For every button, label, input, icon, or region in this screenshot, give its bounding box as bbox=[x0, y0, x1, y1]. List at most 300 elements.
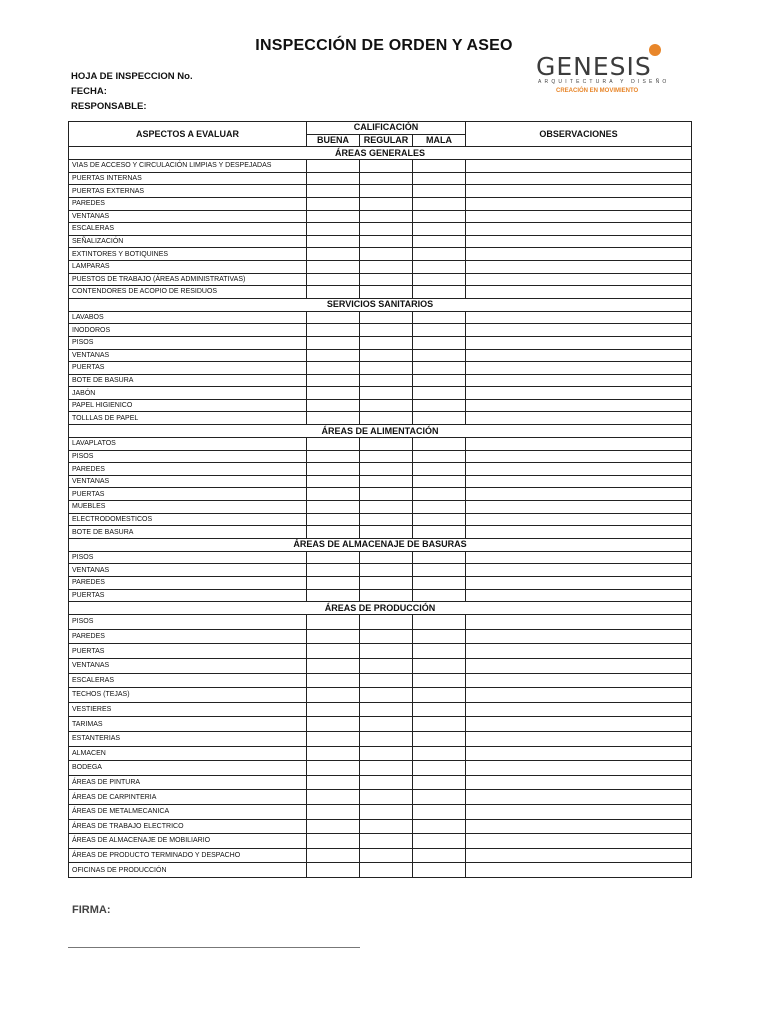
aspect-label: VENTANAS bbox=[69, 475, 307, 488]
calificacion-header: CALIFICACIÓN bbox=[307, 122, 466, 135]
table-row bbox=[69, 577, 692, 590]
regular-cell[interactable] bbox=[360, 731, 413, 746]
buena-cell[interactable] bbox=[307, 551, 360, 564]
aspect-label: VENTANAS bbox=[69, 658, 307, 673]
mala-cell[interactable] bbox=[413, 160, 466, 173]
mala-cell[interactable] bbox=[413, 210, 466, 223]
aspect-label: ÁREAS DE ALMACENAJE DE MOBILIARIO bbox=[69, 834, 307, 849]
mala-cell[interactable] bbox=[413, 577, 466, 590]
buena-cell[interactable] bbox=[307, 577, 360, 590]
aspect-label: PAREDES bbox=[69, 463, 307, 476]
observaciones-cell[interactable] bbox=[466, 210, 692, 223]
buena-cell[interactable] bbox=[307, 248, 360, 261]
observaciones-cell[interactable] bbox=[466, 717, 692, 732]
observaciones-cell[interactable] bbox=[466, 513, 692, 526]
observaciones-cell[interactable] bbox=[466, 450, 692, 463]
aspect-label: INODOROS bbox=[69, 324, 307, 337]
aspect-label: PISOS bbox=[69, 615, 307, 630]
observaciones-cell[interactable] bbox=[466, 412, 692, 425]
signature-line bbox=[68, 947, 360, 948]
document-title: INSPECCIÓN DE ORDEN Y ASEO bbox=[255, 37, 513, 54]
aspect-label: BOTE DE BASURA bbox=[69, 374, 307, 387]
table-row bbox=[69, 488, 692, 501]
aspect-label: PISOS bbox=[69, 336, 307, 349]
observaciones-cell[interactable] bbox=[466, 463, 692, 476]
table-row bbox=[69, 223, 692, 236]
buena-cell[interactable] bbox=[307, 273, 360, 286]
observaciones-cell[interactable] bbox=[466, 160, 692, 173]
mala-cell[interactable] bbox=[413, 526, 466, 539]
mala-cell[interactable] bbox=[413, 311, 466, 324]
mala-cell[interactable] bbox=[413, 412, 466, 425]
mala-cell[interactable] bbox=[413, 513, 466, 526]
observaciones-cell[interactable] bbox=[466, 336, 692, 349]
buena-cell[interactable] bbox=[307, 834, 360, 849]
aspect-label: PAREDES bbox=[69, 629, 307, 644]
buena-cell[interactable] bbox=[307, 197, 360, 210]
regular-cell[interactable] bbox=[360, 526, 413, 539]
buena-cell[interactable] bbox=[307, 589, 360, 602]
regular-cell[interactable] bbox=[360, 248, 413, 261]
mala-cell[interactable] bbox=[413, 349, 466, 362]
observaciones-cell[interactable] bbox=[466, 775, 692, 790]
observaciones-cell[interactable] bbox=[466, 526, 692, 539]
regular-cell[interactable] bbox=[360, 488, 413, 501]
buena-cell[interactable] bbox=[307, 501, 360, 514]
mala-cell[interactable] bbox=[413, 248, 466, 261]
aspect-label: VENTANAS bbox=[69, 210, 307, 223]
regular-cell[interactable] bbox=[360, 615, 413, 630]
buena-cell[interactable] bbox=[307, 775, 360, 790]
mala-cell[interactable] bbox=[413, 717, 466, 732]
aspect-label: PUERTAS bbox=[69, 644, 307, 659]
regular-cell[interactable] bbox=[360, 160, 413, 173]
mala-cell[interactable] bbox=[413, 197, 466, 210]
buena-cell[interactable] bbox=[307, 848, 360, 863]
regular-cell[interactable] bbox=[360, 235, 413, 248]
mala-cell[interactable] bbox=[413, 324, 466, 337]
buena-cell[interactable] bbox=[307, 702, 360, 717]
mala-cell[interactable] bbox=[413, 463, 466, 476]
regular-cell[interactable] bbox=[360, 336, 413, 349]
mala-cell[interactable] bbox=[413, 819, 466, 834]
buena-cell[interactable] bbox=[307, 399, 360, 412]
buena-cell[interactable] bbox=[307, 286, 360, 299]
aspect-label: BODEGA bbox=[69, 761, 307, 776]
observaciones-cell[interactable] bbox=[466, 172, 692, 185]
regular-cell[interactable] bbox=[360, 286, 413, 299]
aspect-label: ESCALERAS bbox=[69, 223, 307, 236]
mala-cell[interactable] bbox=[413, 589, 466, 602]
buena-cell[interactable] bbox=[307, 336, 360, 349]
table-row bbox=[69, 702, 692, 717]
aspect-label: PUERTAS EXTERNAS bbox=[69, 185, 307, 198]
regular-cell[interactable] bbox=[360, 273, 413, 286]
table-row bbox=[69, 513, 692, 526]
mala-cell[interactable] bbox=[413, 761, 466, 776]
observaciones-cell[interactable] bbox=[466, 688, 692, 703]
mala-cell[interactable] bbox=[413, 172, 466, 185]
buena-cell[interactable] bbox=[307, 804, 360, 819]
regular-cell[interactable] bbox=[360, 438, 413, 451]
observaciones-cell[interactable] bbox=[466, 235, 692, 248]
aspect-label: PAPEL HIGIENICO bbox=[69, 399, 307, 412]
regular-cell[interactable] bbox=[360, 475, 413, 488]
aspect-label: ÁREAS DE PRODUCTO TERMINADO Y DESPACHO bbox=[69, 848, 307, 863]
mala-cell[interactable] bbox=[413, 286, 466, 299]
regular-cell[interactable] bbox=[360, 564, 413, 577]
regular-cell[interactable] bbox=[360, 387, 413, 400]
buena-cell[interactable] bbox=[307, 172, 360, 185]
mala-cell[interactable] bbox=[413, 731, 466, 746]
regular-cell[interactable] bbox=[360, 775, 413, 790]
regular-cell[interactable] bbox=[360, 863, 413, 878]
section-row bbox=[69, 425, 692, 438]
observaciones-cell[interactable] bbox=[466, 673, 692, 688]
mala-cell[interactable] bbox=[413, 834, 466, 849]
mala-cell[interactable] bbox=[413, 848, 466, 863]
table-row bbox=[69, 589, 692, 602]
mala-cell[interactable] bbox=[413, 644, 466, 659]
table-row bbox=[69, 658, 692, 673]
observaciones-cell[interactable] bbox=[466, 834, 692, 849]
table-row bbox=[69, 731, 692, 746]
table-row bbox=[69, 761, 692, 776]
observaciones-cell[interactable] bbox=[466, 848, 692, 863]
table-row bbox=[69, 374, 692, 387]
aspect-label: PUERTAS INTERNAS bbox=[69, 172, 307, 185]
buena-cell[interactable] bbox=[307, 450, 360, 463]
buena-cell[interactable] bbox=[307, 160, 360, 173]
buena-cell[interactable] bbox=[307, 488, 360, 501]
table-row bbox=[69, 185, 692, 198]
hoja-label: HOJA DE INSPECCION No. bbox=[71, 71, 193, 82]
mala-cell[interactable] bbox=[413, 658, 466, 673]
logo-tagline: CREACIÓN EN MOVIMIENTO bbox=[556, 88, 639, 94]
mala-header: MALA bbox=[413, 134, 466, 147]
aspect-label: EXTINTORES Y BOTIQUINES bbox=[69, 248, 307, 261]
regular-cell[interactable] bbox=[360, 644, 413, 659]
aspect-label: ÁREAS DE CARPINTERIA bbox=[69, 790, 307, 805]
observaciones-cell[interactable] bbox=[466, 286, 692, 299]
aspect-label: PAREDES bbox=[69, 197, 307, 210]
table-header-row bbox=[69, 122, 692, 135]
observaciones-cell[interactable] bbox=[466, 311, 692, 324]
buena-cell[interactable] bbox=[307, 863, 360, 878]
buena-cell[interactable] bbox=[307, 513, 360, 526]
aspect-label: PUERTAS bbox=[69, 589, 307, 602]
aspect-label: TARIMAS bbox=[69, 717, 307, 732]
buena-cell[interactable] bbox=[307, 210, 360, 223]
section-title: ÁREAS DE ALMACENAJE DE BASURAS bbox=[69, 538, 692, 551]
table-row bbox=[69, 819, 692, 834]
table-row bbox=[69, 273, 692, 286]
mala-cell[interactable] bbox=[413, 374, 466, 387]
aspect-label: PUERTAS bbox=[69, 362, 307, 375]
table-row bbox=[69, 746, 692, 761]
mala-cell[interactable] bbox=[413, 475, 466, 488]
buena-cell[interactable] bbox=[307, 658, 360, 673]
observaciones-cell[interactable] bbox=[466, 501, 692, 514]
buena-cell[interactable] bbox=[307, 387, 360, 400]
mala-cell[interactable] bbox=[413, 223, 466, 236]
table-row bbox=[69, 551, 692, 564]
section-title: ÁREAS GENERALES bbox=[69, 147, 692, 160]
observaciones-cell[interactable] bbox=[466, 731, 692, 746]
mala-cell[interactable] bbox=[413, 746, 466, 761]
regular-cell[interactable] bbox=[360, 834, 413, 849]
mala-cell[interactable] bbox=[413, 790, 466, 805]
regular-cell[interactable] bbox=[360, 374, 413, 387]
aspect-label: ESTANTERIAS bbox=[69, 731, 307, 746]
buena-cell[interactable] bbox=[307, 717, 360, 732]
table-row bbox=[69, 688, 692, 703]
buena-cell[interactable] bbox=[307, 746, 360, 761]
buena-cell[interactable] bbox=[307, 564, 360, 577]
buena-cell[interactable] bbox=[307, 438, 360, 451]
observaciones-cell[interactable] bbox=[466, 790, 692, 805]
section-row bbox=[69, 298, 692, 311]
aspect-label: LAVAPLATOS bbox=[69, 438, 307, 451]
observaciones-cell[interactable] bbox=[466, 362, 692, 375]
aspect-label: TOLLLAS DE PAPEL bbox=[69, 412, 307, 425]
regular-cell[interactable] bbox=[360, 349, 413, 362]
regular-cell[interactable] bbox=[360, 172, 413, 185]
observaciones-cell[interactable] bbox=[466, 374, 692, 387]
regular-cell[interactable] bbox=[360, 848, 413, 863]
buena-cell[interactable] bbox=[307, 615, 360, 630]
regular-cell[interactable] bbox=[360, 717, 413, 732]
regular-cell[interactable] bbox=[360, 761, 413, 776]
mala-cell[interactable] bbox=[413, 362, 466, 375]
regular-cell[interactable] bbox=[360, 804, 413, 819]
buena-cell[interactable] bbox=[307, 761, 360, 776]
buena-cell[interactable] bbox=[307, 349, 360, 362]
regular-cell[interactable] bbox=[360, 589, 413, 602]
mala-cell[interactable] bbox=[413, 629, 466, 644]
aspect-label: ELECTRODOMESTICOS bbox=[69, 513, 307, 526]
aspect-label: LAMPARAS bbox=[69, 260, 307, 273]
mala-cell[interactable] bbox=[413, 863, 466, 878]
table-row bbox=[69, 804, 692, 819]
table-row bbox=[69, 260, 692, 273]
mala-cell[interactable] bbox=[413, 260, 466, 273]
mala-cell[interactable] bbox=[413, 804, 466, 819]
aspect-label: PISOS bbox=[69, 450, 307, 463]
regular-cell[interactable] bbox=[360, 197, 413, 210]
observaciones-cell[interactable] bbox=[466, 615, 692, 630]
aspect-label: PAREDES bbox=[69, 577, 307, 590]
observaciones-cell[interactable] bbox=[466, 644, 692, 659]
regular-cell[interactable] bbox=[360, 260, 413, 273]
observaciones-cell[interactable] bbox=[466, 863, 692, 878]
regular-cell[interactable] bbox=[360, 658, 413, 673]
mala-cell[interactable] bbox=[413, 336, 466, 349]
observaciones-cell[interactable] bbox=[466, 185, 692, 198]
buena-cell[interactable] bbox=[307, 362, 360, 375]
section-title: SERVICIOS SANITARIOS bbox=[69, 298, 692, 311]
aspect-label: MUEBLES bbox=[69, 501, 307, 514]
regular-cell[interactable] bbox=[360, 673, 413, 688]
mala-cell[interactable] bbox=[413, 235, 466, 248]
regular-cell[interactable] bbox=[360, 790, 413, 805]
regular-cell[interactable] bbox=[360, 399, 413, 412]
mala-cell[interactable] bbox=[413, 702, 466, 717]
observaciones-cell[interactable] bbox=[466, 260, 692, 273]
table-row bbox=[69, 450, 692, 463]
buena-cell[interactable] bbox=[307, 644, 360, 659]
observaciones-cell[interactable] bbox=[466, 273, 692, 286]
buena-cell[interactable] bbox=[307, 819, 360, 834]
table-row bbox=[69, 564, 692, 577]
mala-cell[interactable] bbox=[413, 185, 466, 198]
mala-cell[interactable] bbox=[413, 615, 466, 630]
table-row bbox=[69, 336, 692, 349]
buena-cell[interactable] bbox=[307, 475, 360, 488]
aspect-column-header: ASPECTOS A EVALUAR bbox=[69, 122, 307, 147]
aspect-label: PUERTAS bbox=[69, 488, 307, 501]
logo-subtitle: ARQUITECTURA Y DISEÑO bbox=[538, 79, 670, 85]
mala-cell[interactable] bbox=[413, 273, 466, 286]
mala-cell[interactable] bbox=[413, 399, 466, 412]
observaciones-cell[interactable] bbox=[466, 197, 692, 210]
table-row bbox=[69, 172, 692, 185]
observaciones-cell[interactable] bbox=[466, 488, 692, 501]
table-row bbox=[69, 412, 692, 425]
mala-cell[interactable] bbox=[413, 387, 466, 400]
regular-cell[interactable] bbox=[360, 324, 413, 337]
buena-header: BUENA bbox=[307, 134, 360, 147]
inspection-table bbox=[68, 121, 692, 878]
observaciones-cell[interactable] bbox=[466, 438, 692, 451]
firma-label: FIRMA: bbox=[72, 904, 111, 916]
table-row bbox=[69, 210, 692, 223]
buena-cell[interactable] bbox=[307, 673, 360, 688]
aspect-label: ÁREAS DE METALMECANICA bbox=[69, 804, 307, 819]
table-row bbox=[69, 286, 692, 299]
regular-cell[interactable] bbox=[360, 450, 413, 463]
regular-cell[interactable] bbox=[360, 702, 413, 717]
observaciones-cell[interactable] bbox=[466, 551, 692, 564]
buena-cell[interactable] bbox=[307, 311, 360, 324]
table-row bbox=[69, 501, 692, 514]
section-row bbox=[69, 538, 692, 551]
observaciones-cell[interactable] bbox=[466, 761, 692, 776]
regular-cell[interactable] bbox=[360, 501, 413, 514]
observaciones-cell[interactable] bbox=[466, 248, 692, 261]
regular-cell[interactable] bbox=[360, 551, 413, 564]
regular-cell[interactable] bbox=[360, 223, 413, 236]
mala-cell[interactable] bbox=[413, 564, 466, 577]
observaciones-cell[interactable] bbox=[466, 629, 692, 644]
mala-cell[interactable] bbox=[413, 501, 466, 514]
table-row bbox=[69, 834, 692, 849]
observaciones-cell[interactable] bbox=[466, 577, 692, 590]
observaciones-cell[interactable] bbox=[466, 702, 692, 717]
regular-cell[interactable] bbox=[360, 513, 413, 526]
buena-cell[interactable] bbox=[307, 463, 360, 476]
observaciones-cell[interactable] bbox=[466, 658, 692, 673]
observaciones-cell[interactable] bbox=[466, 589, 692, 602]
buena-cell[interactable] bbox=[307, 688, 360, 703]
mala-cell[interactable] bbox=[413, 688, 466, 703]
table-row bbox=[69, 526, 692, 539]
buena-cell[interactable] bbox=[307, 526, 360, 539]
observaciones-cell[interactable] bbox=[466, 223, 692, 236]
buena-cell[interactable] bbox=[307, 235, 360, 248]
aspect-label: LAVABOS bbox=[69, 311, 307, 324]
mala-cell[interactable] bbox=[413, 673, 466, 688]
regular-cell[interactable] bbox=[360, 185, 413, 198]
aspect-label: ÁREAS DE TRABAJO ELECTRICO bbox=[69, 819, 307, 834]
table-row bbox=[69, 349, 692, 362]
regular-cell[interactable] bbox=[360, 688, 413, 703]
observaciones-cell[interactable] bbox=[466, 746, 692, 761]
regular-cell[interactable] bbox=[360, 210, 413, 223]
mala-cell[interactable] bbox=[413, 488, 466, 501]
buena-cell[interactable] bbox=[307, 374, 360, 387]
company-logo bbox=[536, 42, 686, 100]
logo-name: GENESIS bbox=[536, 52, 652, 81]
buena-cell[interactable] bbox=[307, 790, 360, 805]
buena-cell[interactable] bbox=[307, 223, 360, 236]
table-row bbox=[69, 160, 692, 173]
observaciones-header: OBSERVACIONES bbox=[466, 122, 692, 147]
aspect-label: ESCALERAS bbox=[69, 673, 307, 688]
table-row bbox=[69, 438, 692, 451]
buena-cell[interactable] bbox=[307, 185, 360, 198]
regular-cell[interactable] bbox=[360, 412, 413, 425]
observaciones-cell[interactable] bbox=[466, 564, 692, 577]
mala-cell[interactable] bbox=[413, 775, 466, 790]
regular-cell[interactable] bbox=[360, 311, 413, 324]
observaciones-cell[interactable] bbox=[466, 387, 692, 400]
regular-cell[interactable] bbox=[360, 746, 413, 761]
observaciones-cell[interactable] bbox=[466, 324, 692, 337]
mala-cell[interactable] bbox=[413, 551, 466, 564]
table-row bbox=[69, 775, 692, 790]
regular-cell[interactable] bbox=[360, 819, 413, 834]
buena-cell[interactable] bbox=[307, 412, 360, 425]
aspect-label: OFICINAS DE PRODUCCIÓN bbox=[69, 863, 307, 878]
table-row bbox=[69, 790, 692, 805]
table-row bbox=[69, 399, 692, 412]
observaciones-cell[interactable] bbox=[466, 475, 692, 488]
regular-cell[interactable] bbox=[360, 463, 413, 476]
table-row bbox=[69, 629, 692, 644]
observaciones-cell[interactable] bbox=[466, 804, 692, 819]
table-row bbox=[69, 863, 692, 878]
aspect-label: VESTIERES bbox=[69, 702, 307, 717]
aspect-label: VENTANAS bbox=[69, 349, 307, 362]
mala-cell[interactable] bbox=[413, 438, 466, 451]
regular-cell[interactable] bbox=[360, 362, 413, 375]
buena-cell[interactable] bbox=[307, 324, 360, 337]
observaciones-cell[interactable] bbox=[466, 349, 692, 362]
buena-cell[interactable] bbox=[307, 260, 360, 273]
regular-cell[interactable] bbox=[360, 577, 413, 590]
observaciones-cell[interactable] bbox=[466, 399, 692, 412]
mala-cell[interactable] bbox=[413, 450, 466, 463]
regular-cell[interactable] bbox=[360, 629, 413, 644]
table-row bbox=[69, 644, 692, 659]
table-row bbox=[69, 717, 692, 732]
table-row bbox=[69, 475, 692, 488]
buena-cell[interactable] bbox=[307, 629, 360, 644]
aspect-label: SEÑALIZACIÓN bbox=[69, 235, 307, 248]
observaciones-cell[interactable] bbox=[466, 819, 692, 834]
buena-cell[interactable] bbox=[307, 731, 360, 746]
